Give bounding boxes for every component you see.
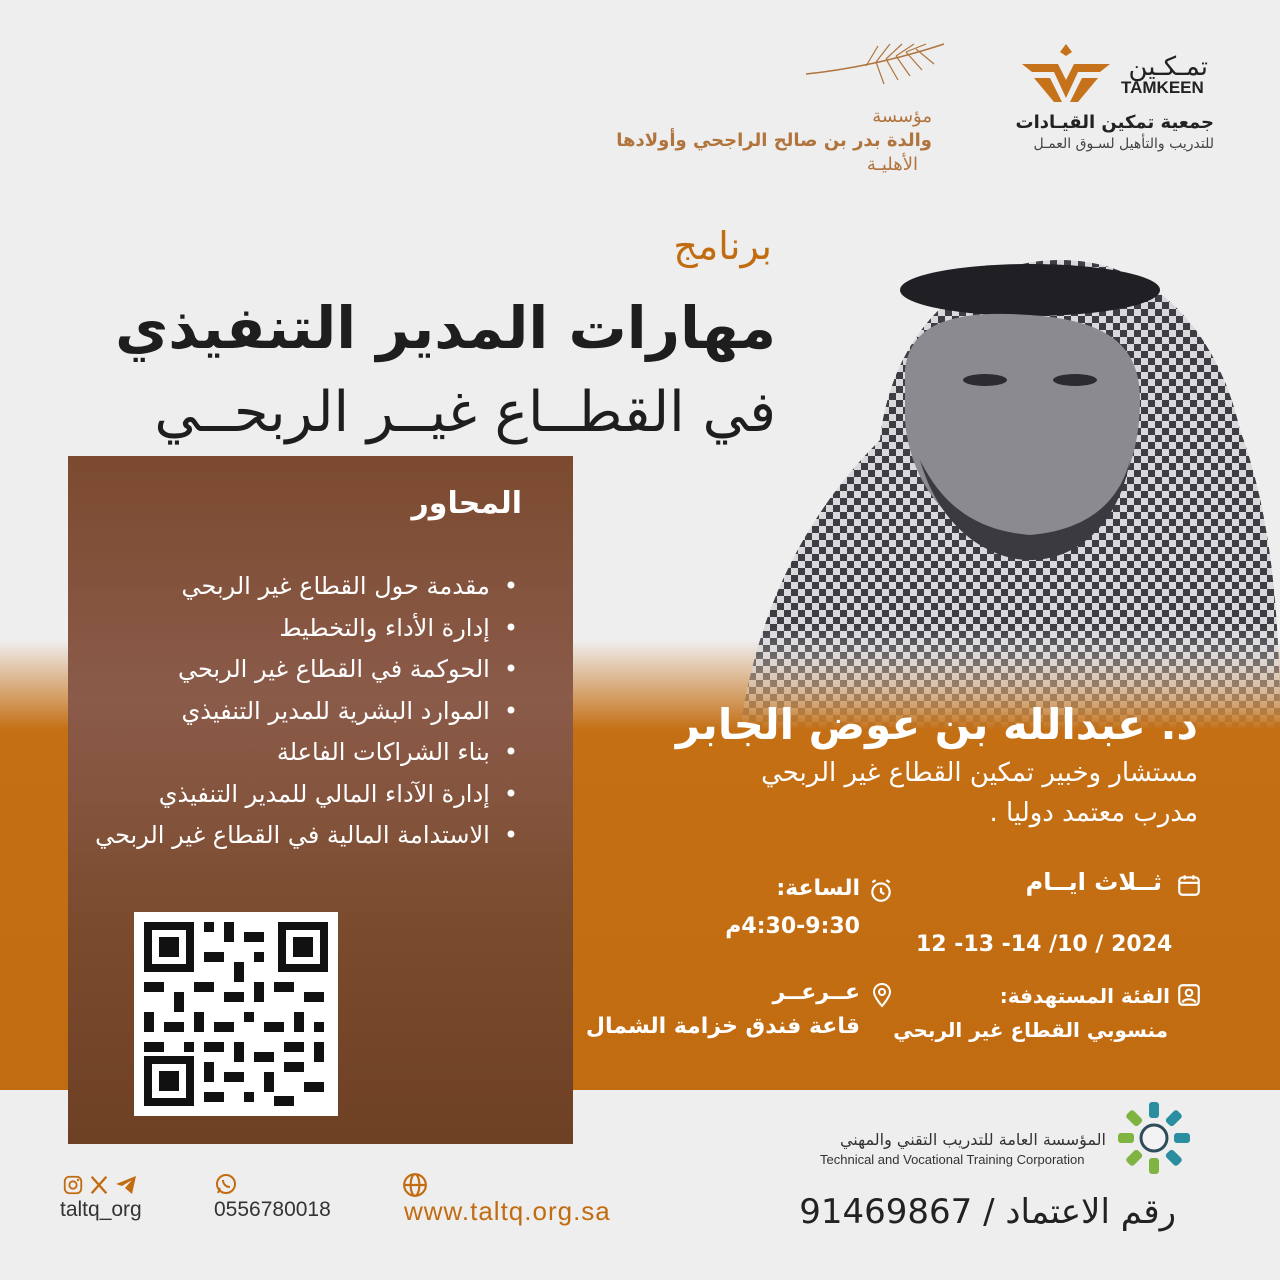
trainer-photo bbox=[700, 260, 1280, 730]
location-pin-icon bbox=[870, 982, 894, 1008]
tamkeen-org-name: جمعية تمكين القيـادات bbox=[1015, 112, 1214, 133]
venue: قاعة فندق خزامة الشمال bbox=[585, 1014, 860, 1039]
course-dates: 12 -13 -14 /10 / 2024 bbox=[916, 932, 1173, 957]
trainer-name: د. عبدالله بن عوض الجابر bbox=[675, 700, 1198, 749]
instagram-icon[interactable] bbox=[62, 1174, 84, 1196]
trainer-cert: مدرب معتمد دوليا . bbox=[989, 798, 1198, 828]
topics-list bbox=[48, 566, 518, 857]
program-label: برنامج bbox=[673, 224, 772, 268]
list-item: • بناء الشراكات الفاعلة bbox=[48, 732, 518, 774]
globe-icon[interactable] bbox=[402, 1172, 428, 1198]
foundation-line1: مؤسسة bbox=[872, 106, 932, 127]
clock-icon bbox=[868, 878, 894, 904]
foundation-line2: والدة بدر بن صالح الراجحي وأولادها bbox=[616, 130, 932, 151]
program-subtitle: في القطــاع غيــر الربحــي bbox=[154, 380, 776, 445]
website-link[interactable]: www.taltq.org.sa bbox=[404, 1196, 611, 1226]
whatsapp-icon[interactable] bbox=[214, 1172, 238, 1196]
tamkeen-logo-icon bbox=[1020, 40, 1112, 106]
tvtc-name-ar: المؤسسة العامة للتدريب التقني والمهني bbox=[839, 1130, 1106, 1149]
time-value: 4:30-9:30م bbox=[725, 914, 860, 939]
audience-label: الفئة المستهدفة: bbox=[999, 984, 1170, 1008]
person-icon bbox=[1176, 982, 1202, 1008]
tamkeen-ar: تمـكـين bbox=[1128, 52, 1208, 82]
list-item: • الحوكمة في القطاع غير الربحي bbox=[48, 649, 518, 691]
topics-heading: المحاور bbox=[411, 486, 522, 521]
tamkeen-en: TAMKEEN bbox=[1121, 78, 1204, 97]
city: عــرعــر bbox=[772, 980, 860, 1005]
accreditation-number: رقم الاعتماد / 91469867 bbox=[799, 1192, 1176, 1232]
telegram-icon[interactable] bbox=[114, 1174, 138, 1196]
list-item: • الاستدامة المالية في القطاع غير الربحي bbox=[48, 815, 518, 857]
qr-code[interactable] bbox=[134, 912, 338, 1116]
x-icon[interactable] bbox=[88, 1174, 110, 1196]
phone-number[interactable]: 0556780018 bbox=[214, 1198, 331, 1221]
list-item: • الموارد البشرية للمدير التنفيذي bbox=[48, 691, 518, 733]
social-handle[interactable]: taltq_org bbox=[60, 1198, 142, 1221]
tvtc-logo-icon bbox=[1114, 1098, 1194, 1178]
audience-value: منسوبي القطاع غير الربحي bbox=[893, 1018, 1168, 1042]
trainer-role: مستشار وخبير تمكين القطاع غير الربحي bbox=[761, 758, 1198, 788]
tamkeen-org-subtitle: للتدريب والتأهيل لسـوق العمـل bbox=[1033, 136, 1214, 152]
time-label: الساعة: bbox=[776, 876, 860, 901]
course-days: ثــلاث ايــام bbox=[1025, 868, 1162, 896]
foundation-line3: الأهليـة bbox=[866, 154, 918, 175]
calendar-icon bbox=[1176, 872, 1202, 898]
tvtc-name-en: Technical and Vocational Training Corporation bbox=[820, 1152, 1085, 1167]
list-item: • مقدمة حول القطاع غير الربحي bbox=[48, 566, 518, 608]
program-title: مهارات المدير التنفيذي bbox=[115, 294, 776, 362]
list-item: • إدارة الآداء المالي للمدير التنفيذي bbox=[48, 774, 518, 816]
list-item: • إدارة الأداء والتخطيط bbox=[48, 608, 518, 650]
palm-leaf-logo-icon bbox=[806, 40, 946, 100]
